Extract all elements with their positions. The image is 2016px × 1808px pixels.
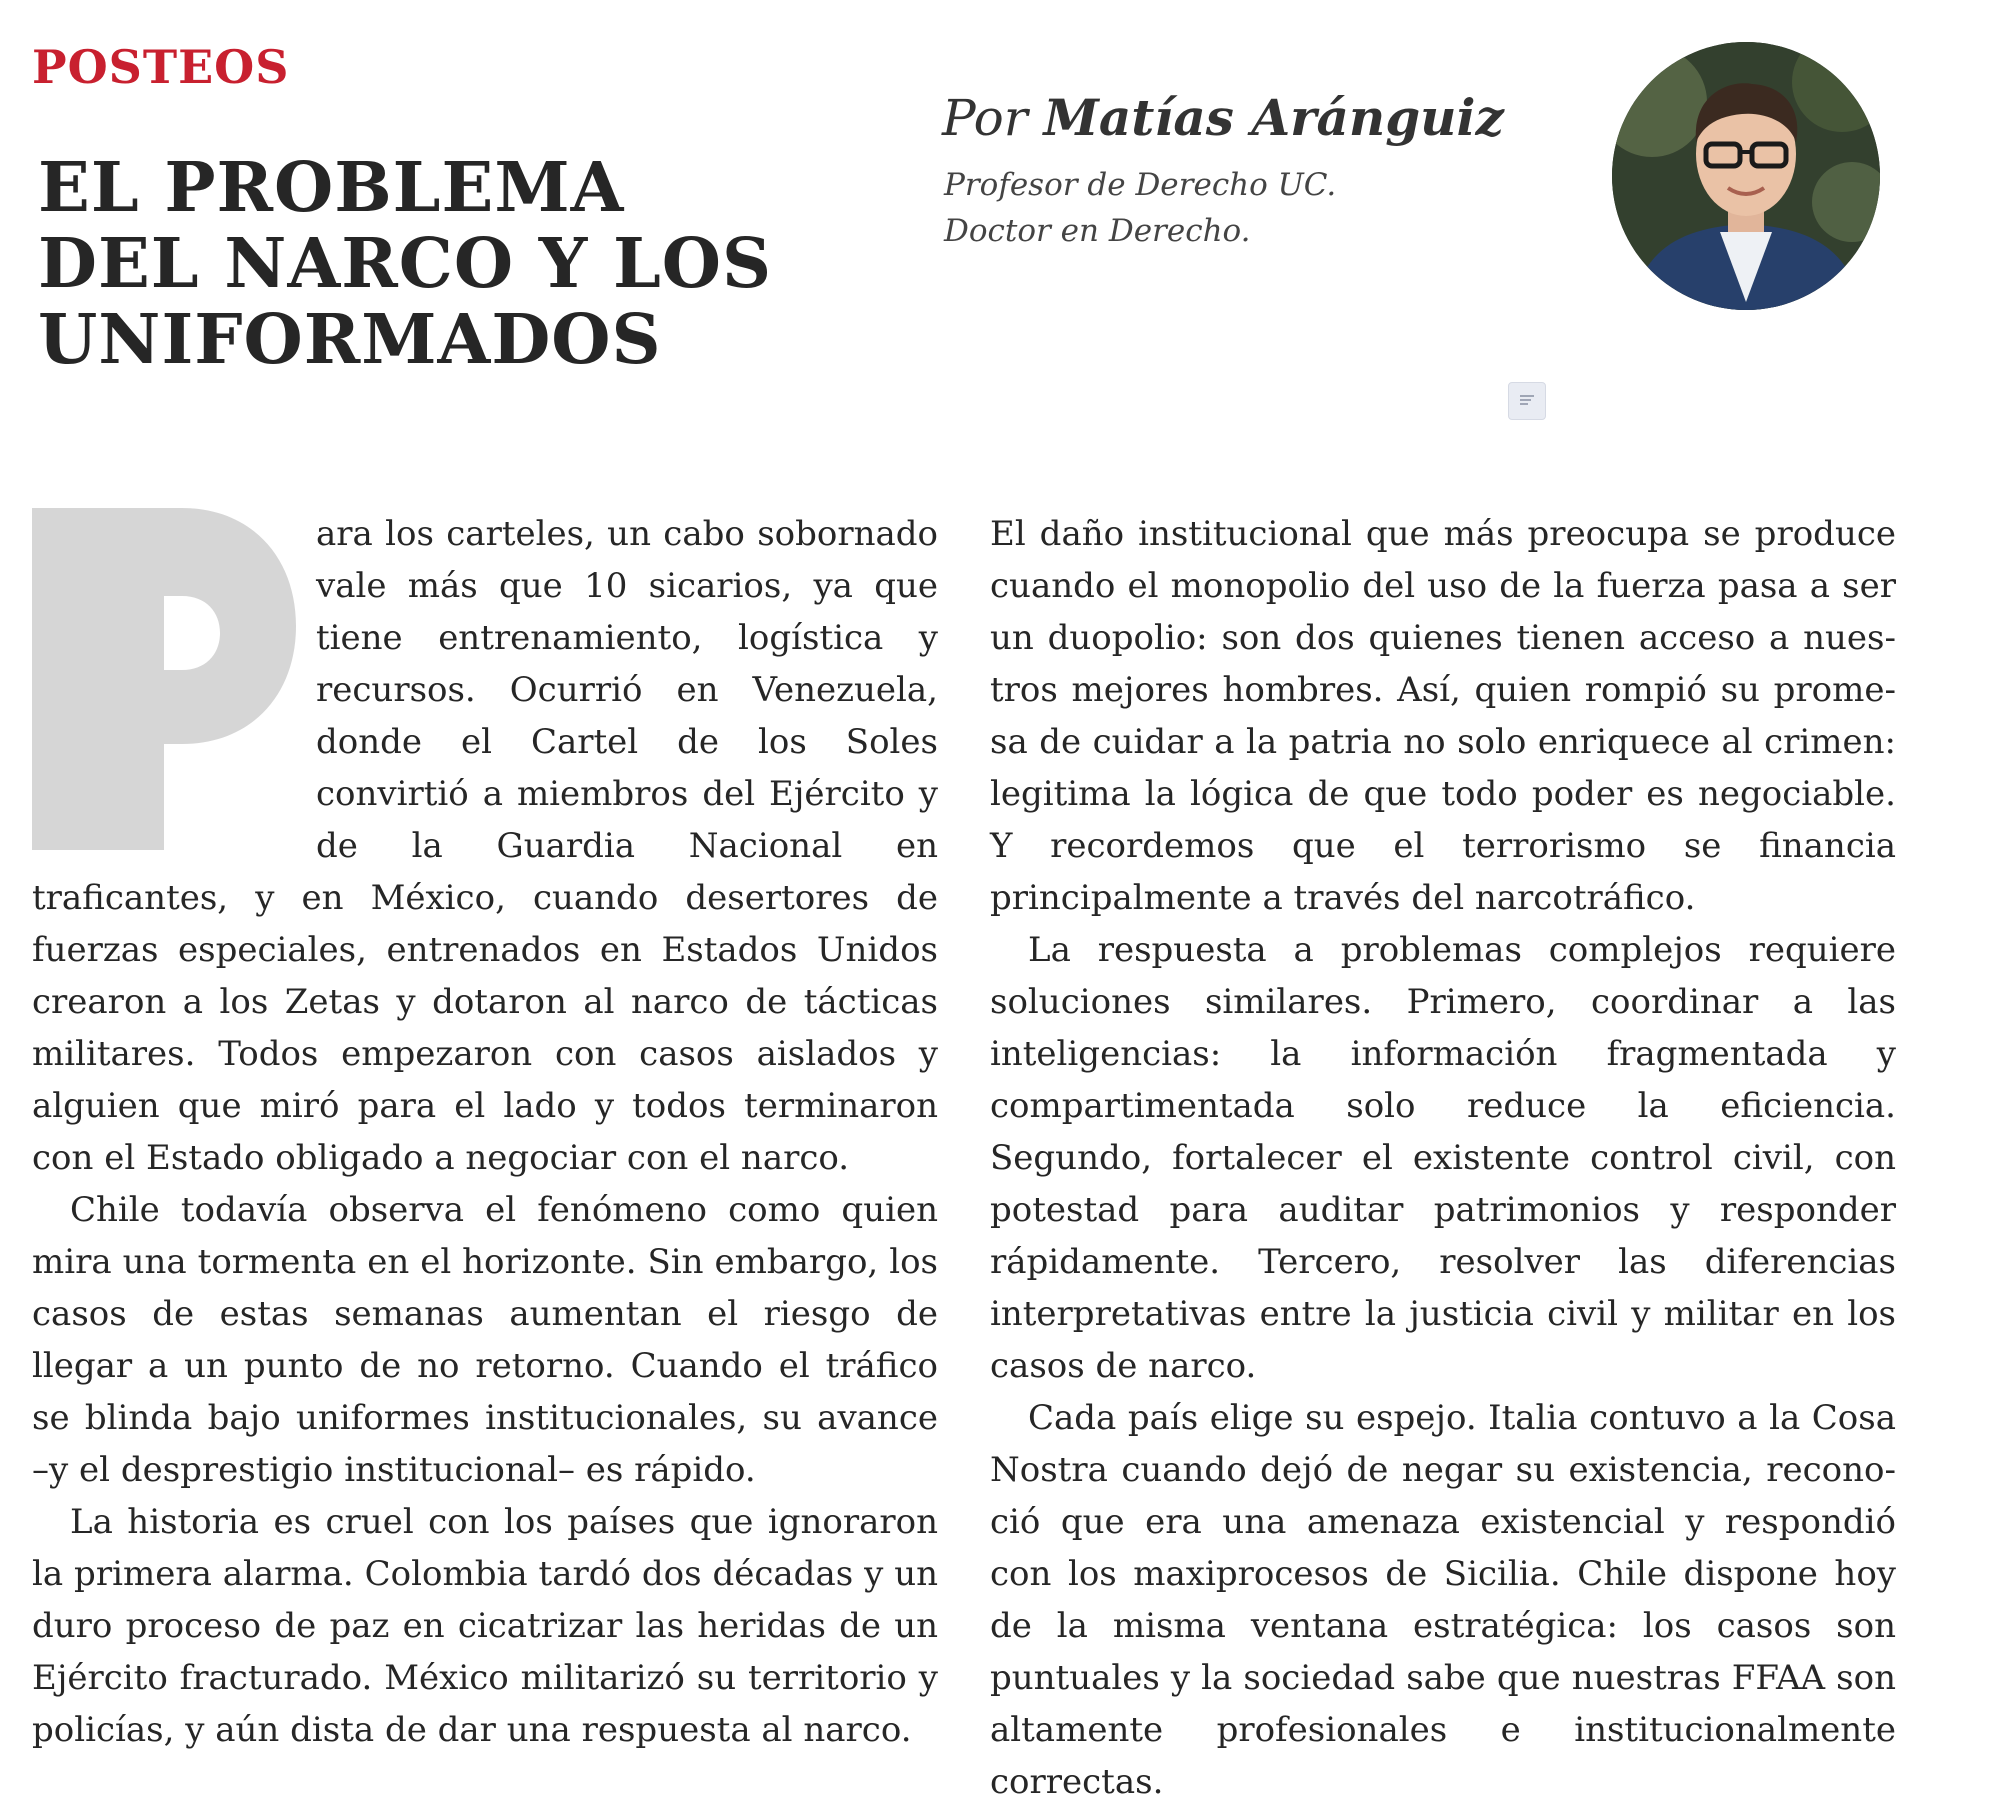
byline [942,88,1504,147]
dropcap-letter-shape [32,508,296,850]
credential-line-1: Profesor de Derecho UC. [944,167,1337,203]
author-portrait [1612,42,1880,310]
dropcap [32,508,296,850]
paragraph: Chile todavía observa el fenómeno como quien mira una tormenta en el horizonte. Sin embargo, los casos de estas semanas aumentan el riesgo de llegar a un punto de no retorno. Cuando el tráfico se blinda bajo uniformes institucionales, su avance –y el desprestigio institucional– es rápido. [32,1190,938,1490]
byline-prefix: Por [942,89,1028,147]
headline-line-1: EL PROBLEMA [38,148,625,228]
note-lines-icon[interactable] [1508,382,1546,420]
section-label: POSTEOS [32,40,290,94]
paragraph: El daño institucional que más preocupa se produce cuando el monopolio del uso de la fuerza pasa a ser un duopolio: son dos quienes tienen acceso a nuestros mejores hombres. Así, quien rompió su promesa de cuidar a la patria no solo enriquece al crimen: legitima la lógica de que todo poder es negociable. Y recordemos que el terrorismo se financia principalmente a través del narcotráfico. [990,514,1896,918]
paragraph: La historia es cruel con los países que ignoraron la primera alarma. Colombia tardó dos décadas y un duro proceso de paz en cicatrizar las heridas de un Ejército fracturado. México militarizó su territorio y policías, y aún dista de dar una respuesta al narco. [32,1502,938,1750]
author-name: Matías Aránguiz [1043,88,1504,147]
paragraph: La respuesta a problemas complejos requiere soluciones similares. Primero, coordinar a las inteligencias: la información fragmentada y compartimentada solo reduce la eficiencia. Segundo, fortalecer el existente control civil, con potestad para auditar patrimonios y responder rápidamente. Tercero, resolver las diferencias interpretativas entre la justicia civil y militar en los casos de narco. [990,930,1896,1386]
author-credentials [944,162,1336,254]
author-photo [1612,42,1880,310]
credential-line-2: Doctor en Derecho. [944,213,1251,249]
paragraph: Cada país elige su espejo. Italia contuvo a la Cosa Nostra cuando dejó de negar su existencia, reconoció que era una amenaza existencial y respondió con los maxiprocesos de Sicilia. Chile dispone hoy de la misma ventana estratégica: los casos son puntuales y la sociedad sabe que nuestras FFAA son altamente profesionales e institucionalmente correctas. [990,1398,1896,1802]
headline-line-2: DEL NARCO Y LOS [38,224,773,304]
headline [38,148,773,380]
headline-line-3: UNIFORMADOS [38,300,662,380]
article-column-right [990,508,1896,1808]
paragraph: ara los carteles, un cabo sobornado vale más que 10 sicarios, ya que tiene entrenamiento, logística y recursos. Ocurrió en Venezuela, donde el Cartel de los Soles convirtió a miembros del Ejército y de la Guardia Nacional en traficantes, y en México, cuando desertores de fuerzas especiales, entrenados en Estados Unidos crearon a los Zetas y dotaron al narco de tácticas militares. Todos empezaron con casos aislados y alguien que miró para el lado y todos terminaron con el Estado obligado a negociar con el narco. [32,514,938,1178]
article-column-left [32,508,938,1756]
